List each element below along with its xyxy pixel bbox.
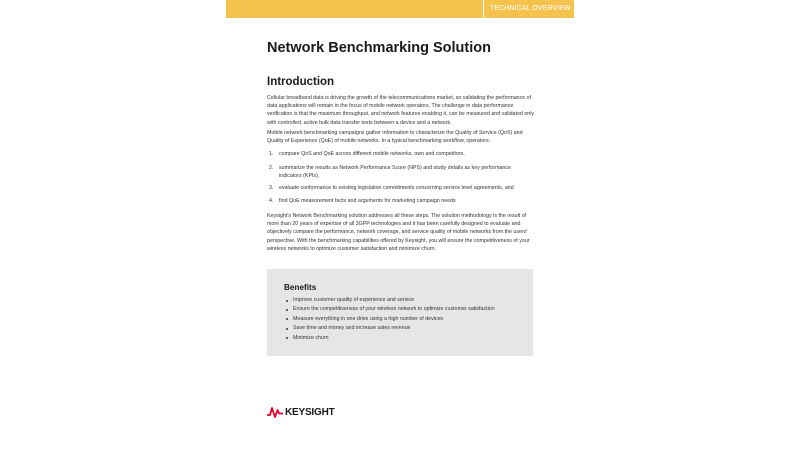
workflow-item: [267, 150, 465, 158]
workflow-item-number: 1.: [269, 151, 274, 157]
benefits-list: [284, 296, 524, 343]
document-type-tag: TECHNICAL OVERVIEW: [483, 0, 574, 18]
intro-paragraph-2: Mobile network benchmarking campaigns gather information to characterize the Quality of Service (QoS) and Quality of Experience (QoE) of mobile networks. In a typical benchmarking workflow, operators:: [267, 130, 523, 145]
workflow-item: [267, 184, 535, 192]
benefits-box: [267, 269, 533, 356]
intro-paragraph-3: Keysight's Network Benchmarking solution addresses all these steps. The solution methodology is the result of more than 20 years of expertise of all 3GPP technologies and it has been carefully designed to evaluate and objectively compare the performance, network coverage, and service quality of mobile networks from the users' perspective. With the benchmarking capabilities offered by Keysight, you will ensure the competitiveness of your wireless networks to optimize customer satisfaction and minimize churn.: [267, 213, 530, 252]
section-heading-introduction: Introduction: [267, 76, 335, 88]
benefit-item: Improve customer quality of experience and service: [284, 296, 524, 305]
page-title: Network Benchmarking Solution: [267, 40, 491, 56]
logo-wordmark: KEYSIGHT: [285, 406, 335, 418]
workflow-item-text: summarize the results as Network Performance Score (NPS) and study details as key performance indicators (KPIs),: [279, 165, 511, 180]
workflow-item-number: 4.: [269, 198, 274, 204]
workflow-item: [267, 197, 535, 205]
workflow-item-text: evaluate conformance to existing legislation commitments concerning service level agreements, and: [279, 185, 514, 191]
benefits-title: Benefits: [284, 283, 317, 292]
keysight-wave-icon: [267, 406, 283, 418]
benefit-item: Save time and money and increase sales revenue: [284, 324, 524, 333]
benefit-item: Measure everything in one drive using a high number of devices: [284, 315, 524, 324]
benefit-item: Minimize churn: [284, 334, 524, 343]
benefit-item: Ensure the competitiveness of your wireless network to optimize customer satisfaction: [284, 305, 524, 314]
workflow-item-number: 3.: [269, 185, 274, 191]
workflow-item: [267, 164, 535, 180]
workflow-item-number: 2.: [269, 165, 274, 171]
keysight-logo: [267, 405, 335, 419]
intro-paragraph-1: Cellular broadband data is driving the growth of the telecommunications market, so validating the performance of data applications will remain in the focus of mobile network operators. The challenge in data performance verification is that the maximum throughput, and network features enabling it, can be measured and validated only with controlled, active bulk data transfer tests between a device and a network.: [267, 95, 535, 126]
workflow-item-text: compare QoS and QoE across different mobile networks, own and competitors,: [279, 151, 465, 157]
workflow-item-text: find QoE measurement facts and arguments for marketing campaign needs: [279, 198, 456, 204]
